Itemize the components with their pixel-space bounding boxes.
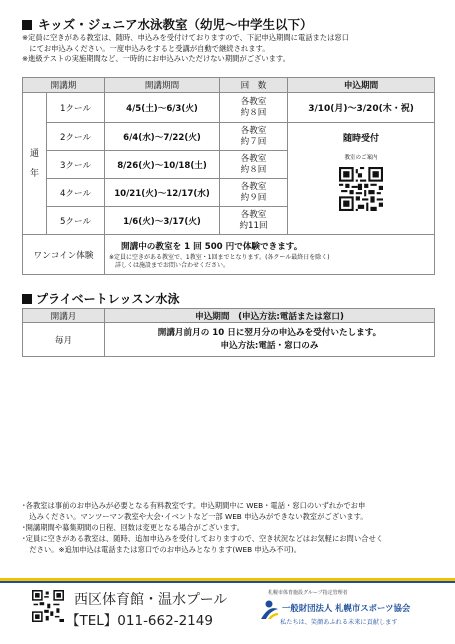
note-line: にてお申込みください。一度申込みをすると受講が自動で継続されます。 — [22, 43, 270, 53]
period-cell: 4/5(土)～6/3(火) — [105, 93, 220, 123]
count-cell: 各教室 約８回 — [220, 93, 288, 123]
apply-first-cell: 3/10(月)～3/20(木・祝) — [288, 93, 435, 123]
header-count: 回 数 — [220, 78, 288, 93]
period-cell: 10/21(火)～12/17(水) — [105, 179, 220, 207]
count-cell: 各教室 約８回 — [220, 151, 288, 179]
org-slogan: 私たちは、笑顔あふれる未来に貢献します — [280, 619, 398, 626]
section1-title: キッズ・ジュニア水泳教室（幼児～中学生以下） — [22, 15, 313, 33]
private-lesson-table — [22, 308, 435, 357]
cool-cell: 4クール — [47, 179, 105, 207]
header-term: 開講期 — [23, 78, 105, 93]
org-small: 札幌市体育施設グループ指定管理者 — [268, 590, 348, 596]
table-row — [23, 93, 435, 123]
section2-title: プライベートレッスン水泳 — [22, 290, 180, 307]
table-row — [23, 323, 435, 357]
header-apply: 申込期間 — [288, 78, 435, 93]
guide-label: 教室のご案内 — [344, 155, 378, 161]
square-bullet-icon — [22, 20, 32, 30]
apply-text: 開講月前月の 10 日に翌月分の申込みを受付いたします。 — [157, 327, 382, 338]
org-name: 一般財団法人 札幌市スポーツ協会 — [282, 603, 411, 613]
note-line: ※進級テストの実施期間など、一時的にお申込みいただけない期間がございます。 — [22, 54, 290, 63]
header-apply-period: 申込期間 (申込方法:電話または窓口) — [105, 309, 435, 323]
onecoin-note: 詳しくは施設までお問い合わせください。 — [109, 261, 230, 269]
table-row — [23, 123, 435, 151]
apply-any-label: 随時受付 — [343, 134, 380, 144]
month-cell: 毎月 — [23, 323, 105, 357]
onecoin-cell — [105, 235, 435, 275]
facility-qr-code-icon[interactable] — [32, 590, 64, 622]
term-year-cell: 通 年 — [23, 93, 47, 235]
facility-name: 西区体育館・温水プール — [74, 592, 228, 608]
schedule-table — [22, 77, 435, 275]
onecoin-note: ※定員に空きがある教室で、1教室・1回までとなります。(各クール最終日を除く) — [109, 253, 330, 261]
footer-note-line: ･定員に空きがある教室は、随時、追加申込みを受付しておりますので、空き状況などはお気軽にお問い合せく — [22, 534, 384, 543]
blue-rule — [0, 581, 455, 583]
footer-note-line: ･開講期間や募集期間の日程、回数は変更となる場合がございます。 — [22, 523, 244, 532]
onecoin-row — [23, 235, 435, 275]
period-cell: 1/6(火)～3/17(火) — [105, 207, 220, 235]
footer-note-line: 込みください。マンツーマン教室や大会･イベントなど一部 WEB 申込みができない教室がございます。 — [22, 512, 368, 521]
section1-notes — [22, 33, 349, 65]
association-logo-icon — [258, 599, 280, 621]
cool-cell: 5クール — [47, 207, 105, 235]
bottom-bar — [0, 578, 455, 644]
footer-notes — [22, 500, 383, 555]
count-cell: 各教室 約７回 — [220, 123, 288, 151]
header-month: 開講月 — [23, 309, 105, 323]
count-cell: 各教室 約11回 — [220, 207, 288, 235]
cool-cell: 3クール — [47, 151, 105, 179]
apply-method: 申込方法:電話・窓口のみ — [220, 340, 319, 351]
cool-cell: 1クール — [47, 93, 105, 123]
qr-code-icon[interactable] — [339, 167, 383, 211]
header-period: 開講期間 — [105, 78, 220, 93]
square-bullet-icon — [22, 294, 32, 304]
footer-note-line: ･各教室は事前のお申込みが必要となる有料教室です。申込期間中に WEB・電話・窓口のいずれかでお申 — [22, 501, 366, 510]
onecoin-label: ワンコイン体験 — [23, 235, 105, 275]
onecoin-main: 開講中の教室を 1 回 500 円で体験できます。 — [121, 241, 303, 252]
apply-any-cell — [288, 123, 435, 235]
apply-cell — [105, 323, 435, 357]
period-cell: 6/4(水)～7/22(火) — [105, 123, 220, 151]
facility-tel[interactable]: 【TEL】011-662-2149 — [66, 613, 213, 629]
count-cell: 各教室 約９回 — [220, 179, 288, 207]
note-line: ※定員に空きがある教室は、随時、申込みを受付けておりますので、下記申込期間に電話または窓口 — [22, 33, 350, 42]
cool-cell: 2クール — [47, 123, 105, 151]
footer-note-line: ださい。※追加申込は電話または窓口でのお申込みとなります(WEB 申込み不可)。 — [22, 545, 302, 554]
period-cell: 8/26(火)～10/18(土) — [105, 151, 220, 179]
